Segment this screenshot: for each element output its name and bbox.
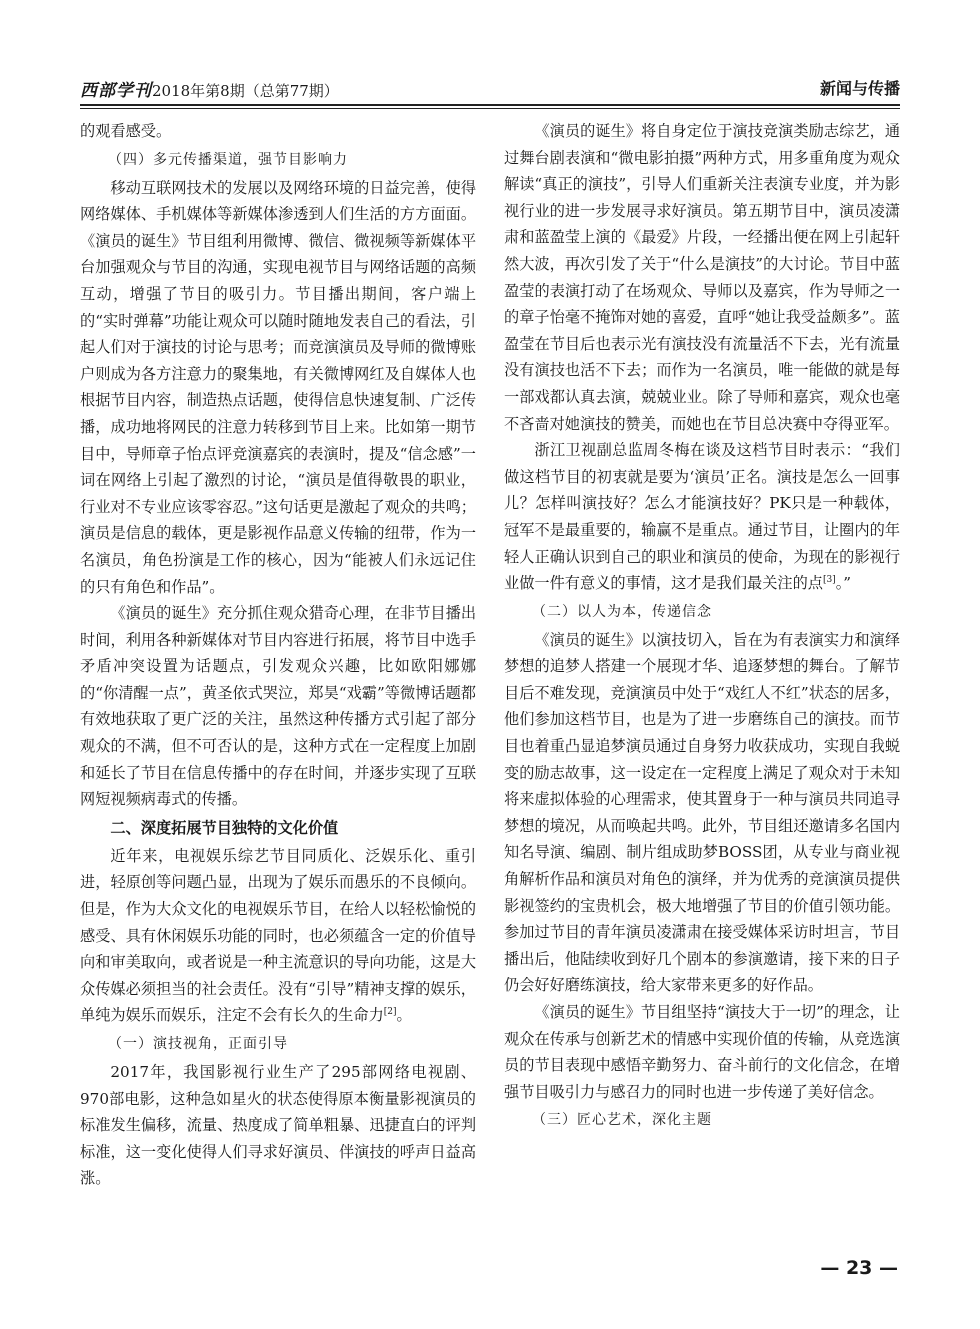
subsection-heading: （一）演技视角，正面引导 [108,1036,288,1052]
paragraph: 2017年，我国影视行业生产了295部网络电视剧、970部电影，这种急如星火的状态使得原本衡量影视演员的标准发生偏移，流量、热度成了简单粗暴、迅捷直白的评判标准，这一变化使得人们寻求好演员、伴演技的呼声日益高涨。 [80,1063,476,1188]
right-column [504,118,900,1135]
section-name: 新闻与传播 [819,79,900,98]
left-column [80,118,476,1192]
paragraph: 《演员的诞生》充分抓住观众猎奇心理，在非节目播出时间，利用各种新媒体对节目内容进行拓展，将节目中选手矛盾冲突设置为话题点，引发观众兴趣，比如欧阳娜娜的“你清醒一点”，黄圣依式哭泣，郑昊“戏霸”等微博话题都有效地获取了更广泛的关注，虽然这种传播方式引起了部分观众的不满，但不可否认的是，这种方式在一定程度上加剧和延长了节目在信息传播中的存在时间，并逐步实现了互联网短视频病毒式的传播。 [80,604,476,809]
paragraph [80,843,476,1029]
subsection-heading: （四）多元传播渠道，强节目影响力 [108,151,348,168]
paragraph: 的观看感受。 [80,122,172,140]
journal-name: 西部学刊 [80,81,152,101]
paragraph [504,437,900,597]
paragraph: 《演员的诞生》以演技切入，旨在为有表演实力和演绎梦想的追梦人搭建一个展现才华、追逐梦想的舞台。了解节目后不难发现，竞演演员中处于“戏红人不红”状态的居多，他们参加这档节目，也是为了进一步磨练自己的演技。而节目也着重凸显追梦演员通过自身努力收获成功，实现自我蜕变的励志故事，这一设定在一定程度上满足了观众对于未知将来虚拟体验的心理需求，使其置身于一种与演员共同追寻梦想的境况，从而唤起共鸣。此外，节目组还邀请多名国内知名导演、编剧、制片组成助梦BOSS团，从专业与商业视角解析作品和演员对角色的演绎，并为优秀的竞演演员提供影视签约的宝贵机会，极大地增强了节目的价值引领功能。参加过节目的青年演员凌潇肃在接受媒体采访时坦言，节目播出后，他陆续收到好几个剧本的参演邀请，接下来的日子仍会好好磨练演技，给大家带来更多的好作品。 [504,630,900,995]
paragraph: 移动互联网技术的发展以及网络环境的日益完善，使得网络媒体、手机媒体等新媒体渗透到人们生活的方方面面。《演员的诞生》节目组利用微博、微信、微视频等新媒体平台加强观众与节目的沟通，实现电视节目与网络话题的高频互动，增强了节目的吸引力。节目播出期间，客户端上的“实时弹幕”功能让观众可以随时随地发表自己的看法，引起人们对于演技的讨论与思考；而竞演演员及导师的微博账户则成为各方注意力的聚集地，有关微博网红及自媒体人也根据节目内容，制造热点话题，使得信息快速复制、广泛传播，成功地将网民的注意力转移到节目上来。比如第一期节目中，导师章子怡点评竞演嘉宾的表演时，提及“信念感”一词在网络上引起了激烈的讨论，“演员是值得敬畏的职业，行业对不专业应该零容忍。”这句话更是激起了观众的共鸣；演员是信息的载体，更是影视作品意义传输的纽带，作为一名演员，角色扮演是工作的核心，因为“能被人们永远记住的只有角色和作品”。 [80,178,476,596]
paragraph: 《演员的诞生》将自身定位于演技竞演类励志综艺，通过舞台剧表演和“微电影拍摄”两种方式，用多重角度为观众解读“真正的演技”，引导人们重新关注表演专业度，并为影视行业的进一步发展寻求好演员。第五期节目中，演员凌潇肃和蓝盈莹上演的《最爱》片段，一经播出便在网上引起轩然大波，再次引发了关于“什么是演技”的大讨论。节目中蓝盈莹的表演打动了在场观众、导师以及嘉宾，作为导师之一的章子怡毫不掩饰对她的喜爱，直呼“她让我受益颇多”。蓝盈莹在节目后也表示光有演技没有流量活不下去，光有流量没有演技也活不下去；而作为一名演员，唯一能做的就是每一部戏都认真去演，兢兢业业。除了导师和嘉宾，观众也毫不吝啬对她演技的赞美，而她也在节目总决赛中夺得亚军。 [504,122,900,433]
header-rule-thick [80,104,900,106]
citation-ref: [3] [822,575,836,586]
header-rule-thin [80,108,900,109]
page-number: — 23 — [820,1257,898,1279]
subsection-heading: （三）匠心艺术，深化主题 [532,1112,712,1129]
paragraph-end: 。” [835,574,852,593]
paragraph-text: 浙江卫视副总监周冬梅在谈及这档节目时表示：“我们做这档节目的初衷就是要为‘演员’正名。演技是怎么一回事儿？怎样叫演技好？怎么才能演技好？PK只是一种载体，冠军不是最重要的，输赢不是重点。通过节目，让圈内的年轻人正确认识到自己的职业和演员的使命，为现在的影视行业做一件有意义的事情，这才是我们最关注的点 [504,441,900,593]
citation-ref: [2] [383,1007,397,1018]
subsection-heading: （二）以人为本，传递信念 [532,603,712,620]
section-heading: 二、深度拓展节目独特的文化价值 [110,818,339,837]
issue-info: 2018年第8期（总第77期） [152,82,339,100]
journal-info [80,76,339,101]
page-header [80,72,900,106]
paragraph-text: 近年来，电视娱乐综艺节目同质化、泛娱乐化、重引进，轻原创等问题凸显，出现为了娱乐而愚乐的不良倾向。但是，作为大众文化的电视娱乐节目，在给人以轻松愉悦的感受、具有休闲娱乐功能的同时，也必须蕴含一定的价值导向和审美取向，或者说是一种主流意识的导向功能，这是大众传媒必须担当的社会责任。没有“引导”精神支撑的娱乐，单纯为娱乐而娱乐，注定不会有长久的生命力 [80,846,476,1025]
paragraph-end: 。 [396,1006,412,1025]
paragraph: 《演员的诞生》节目组坚持“演技大于一切”的理念，让观众在传承与创新艺术的情感中实现价值的传输，从竞选演员的节目表现中感悟辛勤努力、奋斗前行的文化信念，在增强节目吸引力与感召力的同时也进一步传递了美好信念。 [504,1003,900,1101]
